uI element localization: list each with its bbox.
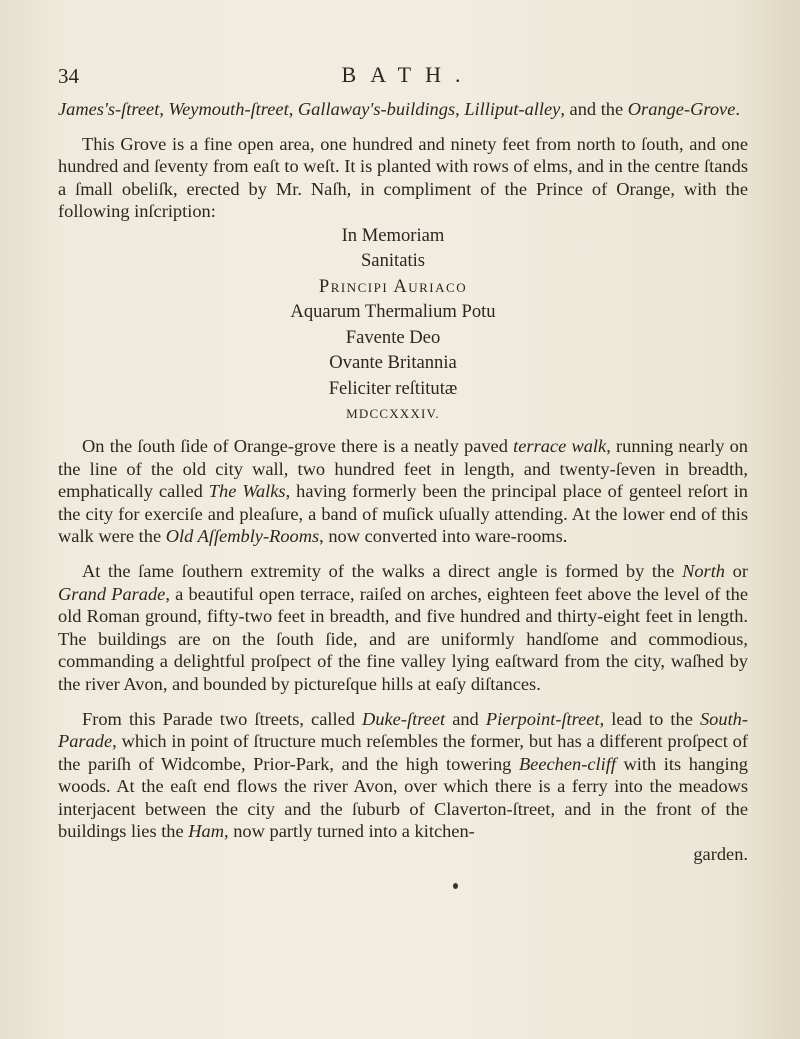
page-number: 34: [58, 64, 79, 88]
italic-term: Old Aſſembly-Rooms: [165, 526, 320, 547]
inscription-date: MDCCXXXIV.: [346, 406, 440, 422]
italic-term: South-Parade: [58, 708, 748, 752]
inscription-line: Favente Deo: [345, 326, 441, 348]
italic-term: Ham: [188, 821, 225, 842]
italic-term: terrace walk: [513, 435, 607, 456]
page-header: [58, 62, 748, 92]
italic-term: Weymouth-ſtreet: [168, 99, 289, 119]
inscription-line: In Memoriam: [341, 224, 445, 246]
inscription-line: Principi Auriaco: [318, 275, 468, 297]
paragraph-street-list: James's-ſtreet, Weymouth-ſtreet, Gallaway's-buildings, Lilliput-alley, and the Orange-Grove.: [58, 99, 740, 119]
italic-term: Duke-ſtreet: [362, 708, 446, 729]
paragraph-grand-parade: At the ſame ſouthern extremity of the walks a direct angle is formed by the North or Grand Parade, a beautiful open terrace, raiſed on arches, eighteen feet above the level of the old Roman ground, fifty-two feet in breadth, and five hundred and thirty-eight feet in length. The buildings are on the ſouth ſide, and are uniformly handſome and commodious, commanding a delightful proſpect of the fine valley lying eaſtward from the city, waſhed by the river Avon, and bounded by pictureſque hills at eaſy diſtances.: [58, 560, 749, 694]
italic-term: Orange-Grove: [627, 99, 736, 119]
italic-term: Lilliput-alley: [464, 99, 561, 119]
catchword: garden.: [693, 844, 748, 865]
ink-speck: [453, 883, 458, 889]
paragraph-south-parade: From this Parade two ſtreets, called Duke-ſtreet and Pierpoint-ſtreet, lead to the South-Parade, which in point of ſtructure much reſembles the former, but has a different proſpect of the pariſh of Widcombe, Prior-Park, and the high towering Beechen-cliff with its hanging woods. At the eaſt end flows the river Avon, over which there is a ferry into the meadows interjacent between the city and the ſuburb of Claverton-ſtreet, and in the front of the buildings lies the Ham, now partly turned into a kitchen-: [58, 708, 748, 842]
italic-term: Pierpoint-ſtreet: [485, 708, 600, 729]
italic-term: James's-ſtreet: [58, 99, 160, 119]
italic-term: Gallaway's-buildings: [297, 99, 456, 119]
paragraph-terrace-walk: On the ſouth ſide of Orange-grove there is a neatly paved terrace walk, running nearly on the line of the old city wall, two hundred feet in length, and twenty-ſeven in breadth, emphatically called The Walks, having formerly been the principal place of genteel reſort in the city for exerciſe and pleaſure, a band of muſick uſually attending. At the lower end of this walk were the Old Aſſembly-Rooms, now converted into ware-rooms.: [58, 435, 748, 547]
running-head: BATH.: [341, 62, 475, 87]
italic-term: Grand Parade: [58, 583, 166, 604]
inscription-line: Aquarum Thermalium Potu: [290, 301, 496, 323]
body-text: [58, 98, 748, 866]
paragraph-grove: This Grove is a fine open area, one hundred and ninety feet from north to ſouth, and one hundred and ſeventy from eaſt to weſt. It is planted with rows of elms, and in the centre ſtands a ſmall obeliſk, erected by Mr. Naſh, in compliment of the Prince of Orange, with the following inſcription:: [58, 133, 748, 222]
obelisk-inscription: [58, 223, 748, 427]
inscription-line: Feliciter reſtitutæ: [328, 377, 458, 399]
inscription-line: Ovante Britannia: [329, 352, 457, 374]
italic-term: The Walks: [208, 481, 286, 502]
italic-term: North: [682, 560, 726, 581]
italic-term: Beechen-cliff: [518, 753, 616, 774]
inscription-line: Sanitatis: [360, 250, 426, 272]
